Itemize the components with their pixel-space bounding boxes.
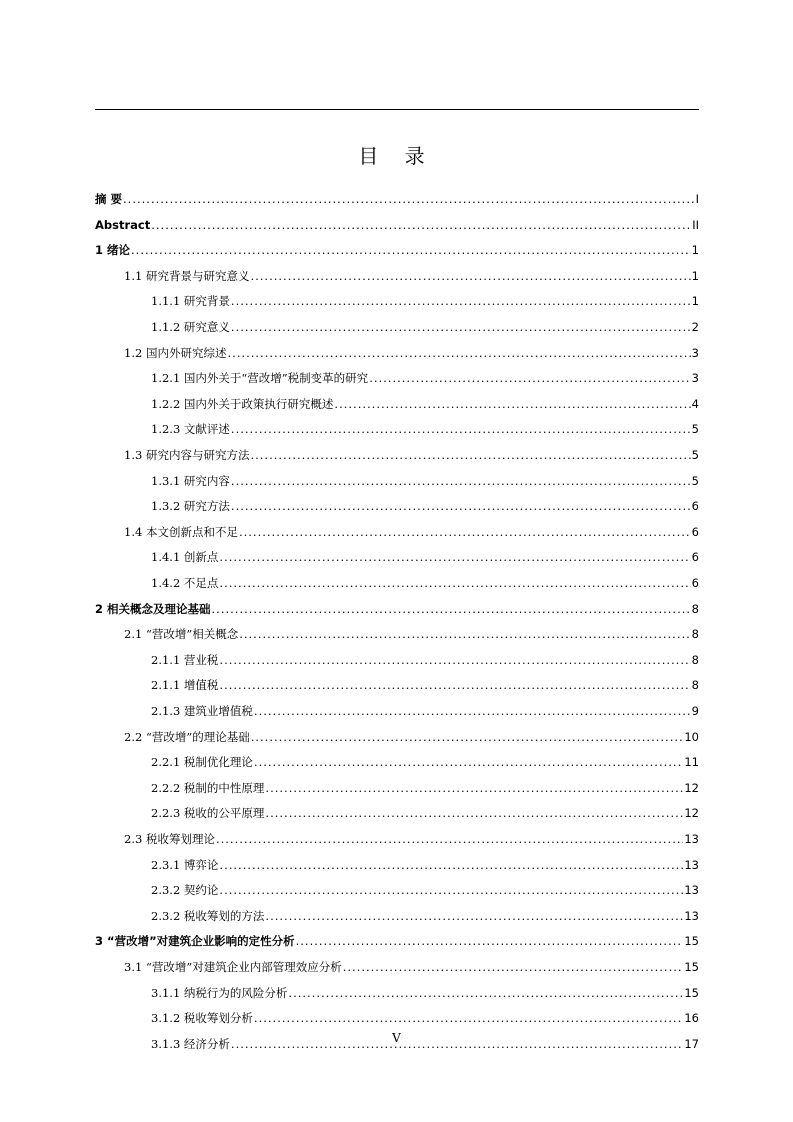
toc-entry[interactable]: [151, 703, 699, 719]
toc-entry-label: 1.4.1 创新点: [151, 550, 219, 564]
toc-entry-page: 1: [691, 269, 699, 283]
toc-entry-label: 1.4 本文创新点和不足: [124, 525, 238, 539]
toc-leader-dots: [212, 601, 691, 617]
toc-entry[interactable]: [151, 652, 699, 668]
toc-entry-label: 1.2.3 文献评述: [151, 422, 230, 436]
toc-entry[interactable]: [124, 831, 699, 847]
toc-entry-label: 2.1.1 营业税: [151, 653, 219, 667]
toc-entry[interactable]: [151, 780, 699, 796]
toc-entry-page: 8: [691, 678, 699, 692]
toc-entry[interactable]: [151, 985, 699, 1001]
toc-entry-page: 6: [691, 499, 699, 513]
toc-entry-page: 13: [684, 909, 699, 923]
toc-entry[interactable]: [151, 805, 699, 821]
toc-leader-dots: [123, 191, 695, 207]
toc-entry-label: 3.1.2 税收筹划分析: [151, 1011, 253, 1025]
toc-entry-page: 8: [691, 627, 699, 641]
toc-leader-dots: [219, 857, 683, 873]
toc-entry-page: 13: [684, 832, 699, 846]
toc-entry[interactable]: [151, 882, 699, 898]
toc-entry[interactable]: [151, 575, 699, 591]
toc-entry-page: I: [695, 192, 699, 206]
toc-entry-page: 16: [684, 1011, 699, 1025]
toc-entry-label: 3.1.1 纳税行为的风险分析: [151, 986, 288, 1000]
toc-entry[interactable]: [151, 1010, 699, 1026]
toc-entry-page: 5: [691, 422, 699, 436]
toc-entry[interactable]: [151, 293, 699, 309]
toc-leader-dots: [219, 882, 683, 898]
toc-entry[interactable]: [151, 677, 699, 693]
toc-leader-dots: [265, 780, 683, 796]
toc-entry-page: 11: [684, 755, 699, 769]
toc-entry[interactable]: [151, 473, 699, 489]
toc-leader-dots: [239, 524, 691, 540]
toc-entry-page: 8: [691, 653, 699, 667]
toc-leader-dots: [227, 345, 690, 361]
toc-leader-dots: [231, 319, 691, 335]
toc-entry-label: 1.3.1 研究内容: [151, 474, 230, 488]
toc-entry[interactable]: [124, 729, 699, 745]
page-title: 目 录: [358, 144, 435, 168]
toc-entry-page: 3: [691, 346, 699, 360]
toc-leader-dots: [254, 754, 683, 770]
toc-entry-label: 2.1.1 增值税: [151, 678, 219, 692]
toc-entry[interactable]: [124, 524, 699, 540]
toc-entry[interactable]: [95, 217, 699, 233]
toc-entry[interactable]: [151, 498, 699, 514]
toc-entry-page: 2: [691, 320, 699, 334]
toc-leader-dots: [265, 805, 683, 821]
toc-entry-label: 2.3.1 博弈论: [151, 858, 219, 872]
toc-entry-label: 2.3.2 契约论: [151, 883, 219, 897]
page-number: V: [392, 1031, 401, 1045]
toc-leader-dots: [369, 370, 690, 386]
toc-entry-label: 1.1.2 研究意义: [151, 320, 230, 334]
toc-entry-label: 3.1 “营改增”对建筑企业内部管理效应分析: [124, 960, 342, 974]
toc-entry[interactable]: [124, 626, 699, 642]
toc-entry-page: 12: [684, 806, 699, 820]
toc-entry-label: 1 绪论: [95, 243, 131, 257]
toc-entry[interactable]: [151, 421, 699, 437]
toc-entry-label: 1.1.1 研究背景: [151, 294, 230, 308]
toc-entry-label: 2.3 税收筹划理论: [124, 832, 215, 846]
toc-entry-label: 2.2.1 税制优化理论: [151, 755, 253, 769]
toc-entry-label: 2.2.2 税制的中性原理: [151, 781, 265, 795]
toc-leader-dots: [216, 831, 683, 847]
toc-entry-page: 5: [691, 474, 699, 488]
toc-leader-dots: [239, 626, 690, 642]
toc-leader-dots: [250, 447, 690, 463]
toc-leader-dots: [265, 908, 683, 924]
toc-entry-label: 3 “营改增”对建筑企业影响的定性分析: [95, 934, 295, 948]
toc-entry[interactable]: [95, 242, 699, 258]
toc-entry-label: 2 相关概念及理论基础: [95, 602, 211, 616]
toc-entry[interactable]: [95, 933, 699, 949]
toc-leader-dots: [219, 652, 690, 668]
toc-leader-dots: [231, 421, 691, 437]
toc-entry-page: 17: [684, 1037, 699, 1051]
toc-entry-page: 3: [691, 371, 699, 385]
toc-entry-page: 1: [691, 243, 699, 257]
toc-entry-page: 15: [684, 986, 699, 1000]
toc-leader-dots: [151, 217, 691, 233]
toc-entry[interactable]: [124, 268, 699, 284]
toc-entry-label: 1.4.2 不足点: [151, 576, 219, 590]
toc-leader-dots: [334, 396, 690, 412]
toc-entry-page: 6: [691, 576, 699, 590]
toc-entry[interactable]: [151, 549, 699, 565]
toc-entry[interactable]: [151, 319, 699, 335]
toc-leader-dots: [219, 549, 690, 565]
toc-entry-page: 15: [684, 934, 699, 948]
toc-entry-page: 10: [684, 730, 699, 744]
toc-entry-label: 2.2 “营改增”的理论基础: [124, 730, 250, 744]
toc-entry-page: II: [692, 218, 699, 232]
toc-entry-label: 摘 要: [95, 192, 123, 206]
toc-leader-dots: [254, 703, 691, 719]
toc-leader-dots: [219, 575, 690, 591]
toc-entry[interactable]: [95, 601, 699, 617]
toc-leader-dots: [231, 498, 691, 514]
toc-entry[interactable]: [151, 370, 699, 386]
toc-leader-dots: [254, 1010, 683, 1026]
toc-entry-label: 2.1 “营改增”相关概念: [124, 627, 239, 641]
toc-entry-page: 8: [691, 602, 699, 616]
toc-entry[interactable]: [124, 447, 699, 463]
toc-entry[interactable]: [151, 908, 699, 924]
toc-entry-page: 1: [691, 294, 699, 308]
toc-entry-page: 13: [684, 858, 699, 872]
toc-leader-dots: [131, 242, 691, 258]
toc-entry-label: Abstract: [95, 218, 151, 232]
toc-entry-page: 5: [691, 448, 699, 462]
toc-leader-dots: [288, 985, 683, 1001]
toc-leader-dots: [251, 729, 684, 745]
toc-entry-label: 1.2.2 国内外关于政策执行研究概述: [151, 397, 334, 411]
toc-leader-dots: [231, 473, 691, 489]
toc-entry-page: 6: [691, 525, 699, 539]
toc-leader-dots: [250, 268, 690, 284]
toc-entry[interactable]: [124, 959, 699, 975]
toc-entry-label: 2.2.3 税收的公平原理: [151, 806, 265, 820]
toc-leader-dots: [231, 293, 691, 309]
toc-entry[interactable]: [151, 857, 699, 873]
toc-entry-label: 1.2 国内外研究综述: [124, 346, 227, 360]
toc-leader-dots: [219, 677, 690, 693]
toc-leader-dots: [296, 933, 684, 949]
toc-entry[interactable]: [151, 754, 699, 770]
toc-entry-label: 1.3.2 研究方法: [151, 499, 230, 513]
toc-entry-page: 15: [684, 960, 699, 974]
toc-entry-label: 3.1.3 经济分析: [151, 1037, 230, 1051]
toc-entry-label: 1.3 研究内容与研究方法: [124, 448, 250, 462]
toc-entry[interactable]: [151, 396, 699, 412]
toc-entry-label: 1.2.1 国内外关于“营改增”税制变革的研究: [151, 371, 369, 385]
toc-entry-page: 6: [691, 550, 699, 564]
toc-entry-page: 4: [691, 397, 699, 411]
toc-entry-page: 13: [684, 883, 699, 897]
toc-entry[interactable]: [95, 191, 699, 207]
toc-entry[interactable]: [124, 345, 699, 361]
toc-entry-label: 2.1.3 建筑业增值税: [151, 704, 253, 718]
toc-entry-page: 12: [684, 781, 699, 795]
toc-entry-label: 1.1 研究背景与研究意义: [124, 269, 250, 283]
toc-entry-page: 9: [691, 704, 699, 718]
toc-entry-label: 2.3.2 税收筹划的方法: [151, 909, 265, 923]
toc-leader-dots: [343, 959, 684, 975]
